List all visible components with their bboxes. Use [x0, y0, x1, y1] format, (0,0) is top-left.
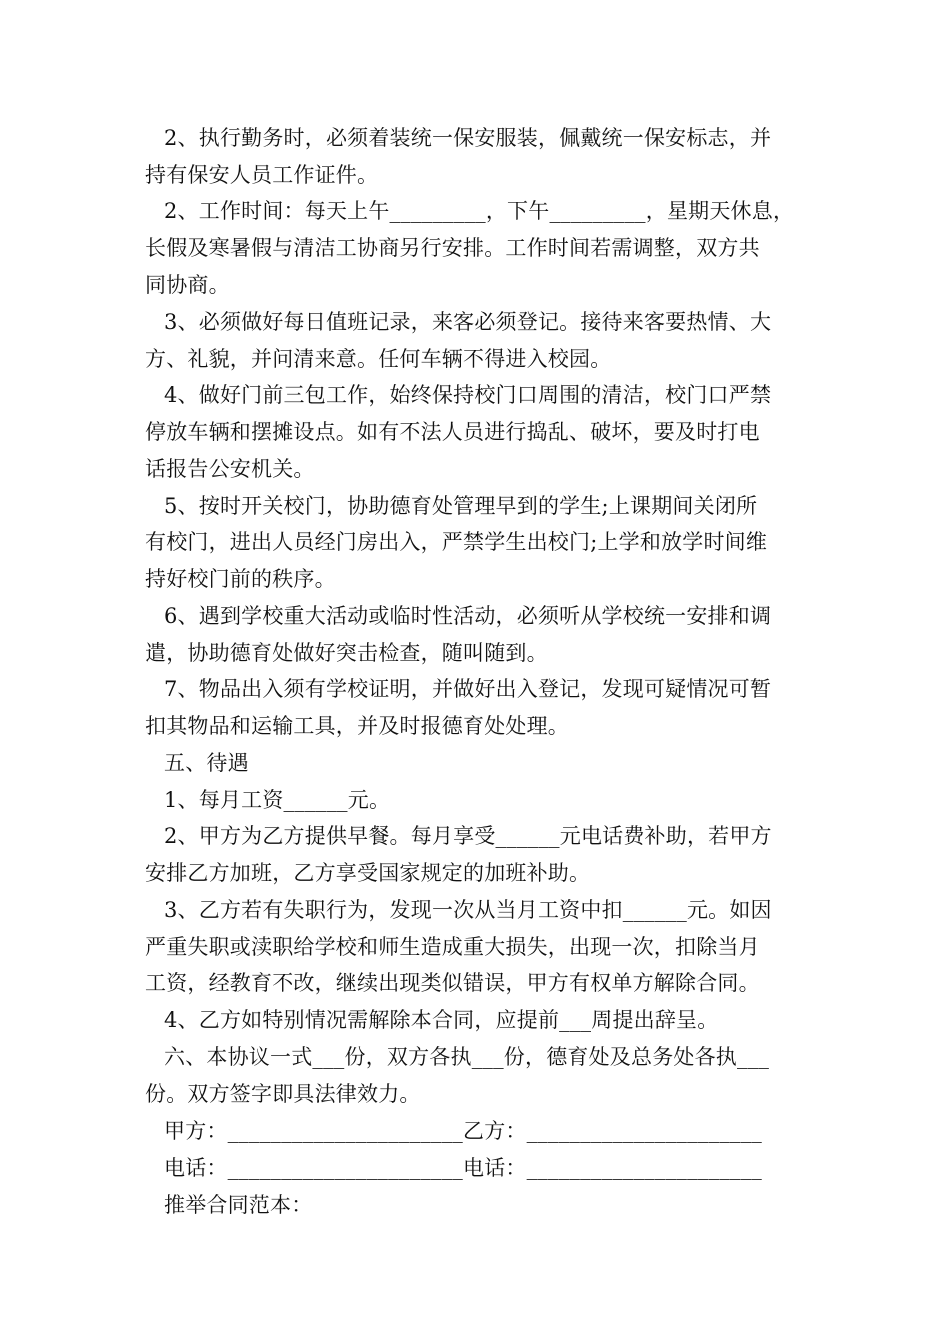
phone-line: 电话：______________________电话：______________________ — [164, 1156, 762, 1180]
text-line: 长假及寒暑假与清洁工协商另行安排。工作时间若需调整，双方共 — [145, 236, 760, 260]
text-line: 同协商。 — [145, 273, 230, 297]
text-line: 2、执行勤务时，必须着装统一保安服装，佩戴统一保安标志，并 — [164, 126, 772, 150]
text-line: 有校门，进出人员经门房出入，严禁学生出校门;上学和放学时间维 — [145, 530, 768, 554]
text-line: 停放车辆和摆摊设点。如有不法人员进行捣乱、破坏，要及时打电 — [145, 420, 760, 444]
text-line: 份。双方签字即具法律效力。 — [145, 1082, 421, 1106]
text-line: 持有保安人员工作证件。 — [145, 163, 379, 187]
text-line: 方、礼貌，并问清来意。任何车辆不得进入校园。 — [145, 347, 612, 371]
text-line: 遣，协助德育处做好突击检查，随叫随到。 — [145, 641, 548, 665]
section-heading: 六、本协议一式___份，双方各执___份，德育处及总务处各执___ — [164, 1045, 770, 1069]
text-line: 6、遇到学校重大活动或临时性活动，必须听从学校统一安排和调 — [164, 604, 772, 628]
text-line: 3、乙方若有失职行为，发现一次从当月工资中扣______元。如因 — [164, 898, 772, 922]
text-line: 扣其物品和运输工具，并及时报德育处处理。 — [145, 714, 569, 738]
text-line: 1、每月工资______元。 — [164, 788, 391, 812]
text-line: 工资，经教育不改，继续出现类似错误，甲方有权单方解除合同。 — [145, 971, 760, 995]
text-line: 4、做好门前三包工作，始终保持校门口周围的清洁，校门口严禁 — [164, 383, 772, 407]
signature-line: 甲方：______________________乙方：______________________ — [164, 1119, 762, 1143]
text-line: 7、物品出入须有学校证明，并做好出入登记，发现可疑情况可暂 — [164, 677, 772, 701]
text-line: 5、按时开关校门，协助德育处管理早到的学生;上课期间关闭所 — [164, 494, 758, 518]
text-line: 2、工作时间：每天上午_________，下午_________，星期天休息， — [164, 199, 795, 223]
text-line: 4、乙方如特别情况需解除本合同，应提前___周提出辞呈。 — [164, 1008, 719, 1032]
text-line: 2、甲方为乙方提供早餐。每月享受______元电话费补助，若甲方 — [164, 824, 772, 848]
text-line: 话报告公安机关。 — [145, 457, 315, 481]
text-line: 严重失职或渎职给学校和师生造成重大损失，出现一次，扣除当月 — [145, 935, 760, 959]
text-line: 持好校门前的秩序。 — [145, 567, 336, 591]
section-heading: 五、待遇 — [164, 751, 249, 775]
text-line: 3、必须做好每日值班记录，来客必须登记。接待来客要热情、大 — [164, 310, 772, 334]
text-line: 安排乙方加班，乙方享受国家规定的加班补助。 — [145, 861, 591, 885]
text-line: 推举合同范本： — [164, 1193, 313, 1217]
